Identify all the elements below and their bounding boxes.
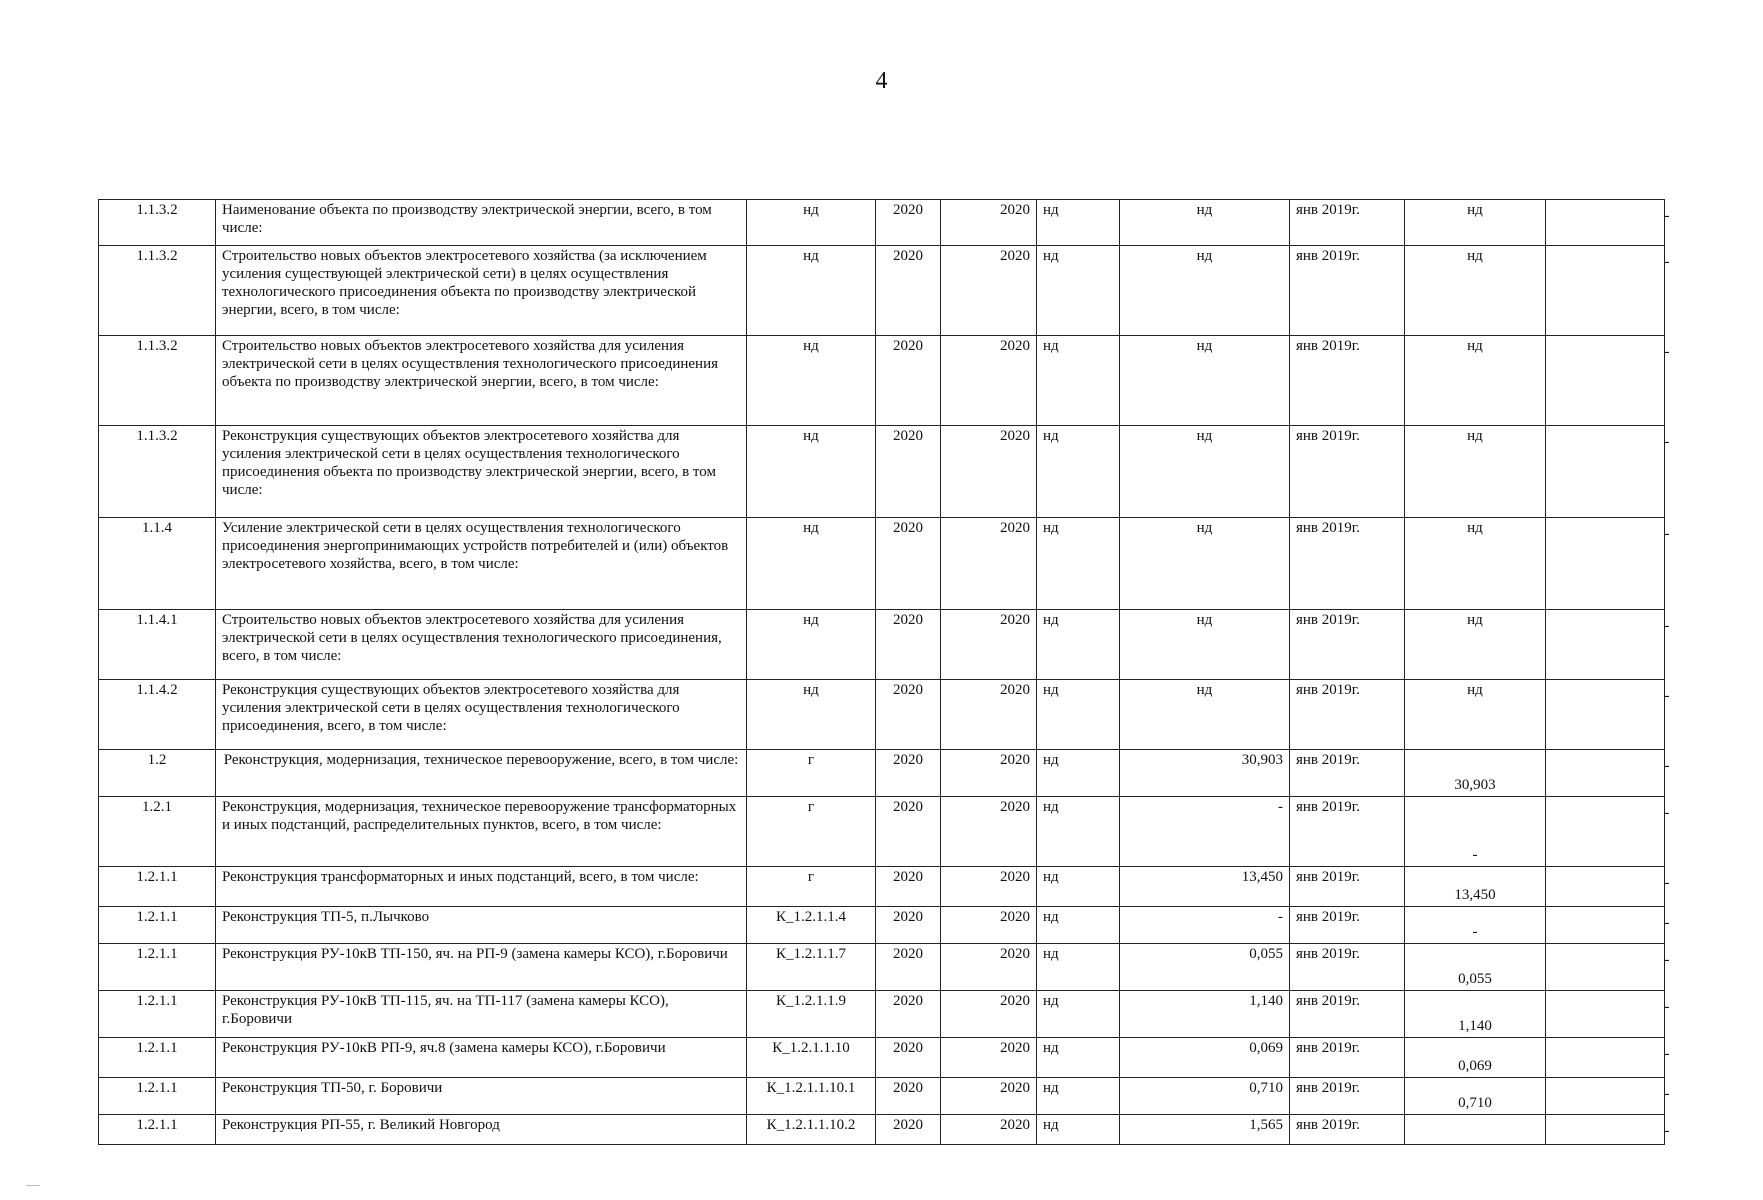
row-name: Реконструкция, модернизация, техническое перевооружение трансформаторных и иных подстанций, распределительных пунктов, всего, в том числе: xyxy=(216,797,747,867)
row-name: Строительство новых объектов электросетевого хозяйства (за исключением усиления существующей электрической сети) в целях осуществления технологического присоединения объекта по производству электрической энергии, всего, в том числе: xyxy=(216,246,747,336)
row-year-end: 2020 xyxy=(941,750,1037,797)
row-status: нд xyxy=(1037,1115,1120,1145)
row-date: янв 2019г. xyxy=(1290,610,1405,680)
row-last xyxy=(1546,610,1670,680)
row-name: Реконструкция РУ-10кВ ТП-115, яч. на ТП-117 (замена камеры КСО), г.Боровичи xyxy=(216,991,747,1038)
row-last-text: - xyxy=(1664,1086,1670,1102)
row-identifier: К_1.2.1.1.4 xyxy=(747,907,876,944)
row-date: янв 2019г. xyxy=(1290,200,1405,246)
row-last-text: - xyxy=(1664,434,1670,450)
row-identifier: нд xyxy=(747,426,876,518)
row-number: 1.2.1.1 xyxy=(99,1115,216,1145)
row-year-end: 2020 xyxy=(941,797,1037,867)
row-number: 1.1.4.1 xyxy=(99,610,216,680)
row-financing: 0,055 xyxy=(1405,944,1546,991)
table-row xyxy=(99,610,1665,680)
row-date: янв 2019г. xyxy=(1290,336,1405,426)
row-year-end: 2020 xyxy=(941,1115,1037,1145)
row-year-start: 2020 xyxy=(876,200,941,246)
row-number: 1.2.1.1 xyxy=(99,1078,216,1115)
table-row xyxy=(99,246,1665,336)
row-number: 1.1.3.2 xyxy=(99,426,216,518)
row-value: нд xyxy=(1120,246,1290,336)
row-date: янв 2019г. xyxy=(1290,907,1405,944)
row-year-end: 2020 xyxy=(941,518,1037,610)
table-row xyxy=(99,797,1665,867)
row-financing: 13,450 xyxy=(1405,867,1546,907)
row-financing: - xyxy=(1405,797,1546,867)
row-identifier: г xyxy=(747,867,876,907)
row-identifier: нд xyxy=(747,336,876,426)
row-financing: нд xyxy=(1405,518,1546,610)
row-year-start: 2020 xyxy=(876,1115,941,1145)
row-name: Реконструкция трансформаторных и иных подстанций, всего, в том числе: xyxy=(216,867,747,907)
row-number: 1.2.1.1 xyxy=(99,1038,216,1078)
row-name: Реконструкция РУ-10кВ РП-9, яч.8 (замена камеры КСО), г.Боровичи xyxy=(216,1038,747,1078)
row-last xyxy=(1546,1078,1670,1115)
row-identifier: К_1.2.1.1.9 xyxy=(747,991,876,1038)
row-year-start: 2020 xyxy=(876,750,941,797)
row-last xyxy=(1546,200,1670,246)
row-last xyxy=(1546,797,1670,867)
row-last-text: - xyxy=(1664,1046,1670,1062)
row-number: 1.2 xyxy=(99,750,216,797)
row-year-end: 2020 xyxy=(941,610,1037,680)
table-row xyxy=(99,867,1665,907)
row-identifier: нд xyxy=(747,518,876,610)
row-last xyxy=(1546,944,1670,991)
row-number: 1.1.3.2 xyxy=(99,246,216,336)
row-last-text: - xyxy=(1664,915,1670,931)
row-status: нд xyxy=(1037,1038,1120,1078)
row-year-end: 2020 xyxy=(941,200,1037,246)
row-date: янв 2019г. xyxy=(1290,867,1405,907)
row-last xyxy=(1546,246,1670,336)
row-status: нд xyxy=(1037,797,1120,867)
row-identifier: К_1.2.1.1.10.2 xyxy=(747,1115,876,1145)
row-date: янв 2019г. xyxy=(1290,518,1405,610)
row-last-text: - xyxy=(1664,344,1670,360)
row-value: 0,069 xyxy=(1120,1038,1290,1078)
row-date: янв 2019г. xyxy=(1290,1078,1405,1115)
row-last-text: - xyxy=(1664,952,1670,968)
row-last xyxy=(1546,336,1670,426)
row-number: 1.2.1.1 xyxy=(99,867,216,907)
row-year-end: 2020 xyxy=(941,991,1037,1038)
row-last xyxy=(1546,518,1670,610)
row-value: - xyxy=(1120,907,1290,944)
row-year-end: 2020 xyxy=(941,246,1037,336)
row-value: нд xyxy=(1120,336,1290,426)
table-row xyxy=(99,944,1665,991)
table-row xyxy=(99,750,1665,797)
row-number: 1.1.4.2 xyxy=(99,680,216,750)
row-last-text: - xyxy=(1664,618,1670,634)
row-last-text: - xyxy=(1664,208,1670,224)
row-year-start: 2020 xyxy=(876,867,941,907)
row-year-start: 2020 xyxy=(876,907,941,944)
row-value: 30,903 xyxy=(1120,750,1290,797)
table-row xyxy=(99,680,1665,750)
row-identifier: К_1.2.1.1.10.1 xyxy=(747,1078,876,1115)
row-name: Строительство новых объектов электросетевого хозяйства для усиления электрической сети в целях осуществления технологического присоединения, всего, в том числе: xyxy=(216,610,747,680)
row-name: Реконструкция, модернизация, техническое перевооружение, всего, в том числе: xyxy=(216,750,747,797)
row-date: янв 2019г. xyxy=(1290,1038,1405,1078)
row-value: нд xyxy=(1120,426,1290,518)
row-number: 1.1.3.2 xyxy=(99,200,216,246)
row-last xyxy=(1546,1115,1670,1145)
row-identifier: нд xyxy=(747,680,876,750)
row-status: нд xyxy=(1037,426,1120,518)
row-financing: нд xyxy=(1405,680,1546,750)
row-identifier: нд xyxy=(747,246,876,336)
row-identifier: г xyxy=(747,797,876,867)
row-status: нд xyxy=(1037,1078,1120,1115)
row-value: нд xyxy=(1120,610,1290,680)
table-row xyxy=(99,200,1665,246)
row-value: 0,055 xyxy=(1120,944,1290,991)
row-identifier: нд xyxy=(747,610,876,680)
row-year-start: 2020 xyxy=(876,797,941,867)
scan-artifact xyxy=(26,1185,40,1186)
table-row xyxy=(99,336,1665,426)
row-year-start: 2020 xyxy=(876,336,941,426)
row-last xyxy=(1546,867,1670,907)
row-status: нд xyxy=(1037,991,1120,1038)
row-financing: 0,069 xyxy=(1405,1038,1546,1078)
table-row xyxy=(99,426,1665,518)
row-year-end: 2020 xyxy=(941,1038,1037,1078)
row-year-start: 2020 xyxy=(876,680,941,750)
row-name: Реконструкция существующих объектов электросетевого хозяйства для усиления электрической сети в целях осуществления технологического присоединения объекта по производству электрической энергии, всего, в том числе: xyxy=(216,426,747,518)
row-number: 1.1.4 xyxy=(99,518,216,610)
row-status: нд xyxy=(1037,200,1120,246)
row-status: нд xyxy=(1037,867,1120,907)
table-row xyxy=(99,1078,1665,1115)
row-year-start: 2020 xyxy=(876,991,941,1038)
row-date: янв 2019г. xyxy=(1290,426,1405,518)
row-year-end: 2020 xyxy=(941,944,1037,991)
row-name: Строительство новых объектов электросетевого хозяйства для усиления электрической сети в целях осуществления технологического присоединения объекта по производству электрической энергии, всего, в том числе: xyxy=(216,336,747,426)
row-last xyxy=(1546,991,1670,1038)
row-year-start: 2020 xyxy=(876,610,941,680)
row-name: Реконструкция существующих объектов электросетевого хозяйства для усиления электрической сети в целях осуществления технологического присоединения, всего, в том числе: xyxy=(216,680,747,750)
row-year-start: 2020 xyxy=(876,246,941,336)
row-financing: нд xyxy=(1405,426,1546,518)
row-financing: нд xyxy=(1405,610,1546,680)
row-financing: 0,710 xyxy=(1405,1078,1546,1115)
row-number: 1.2.1.1 xyxy=(99,991,216,1038)
row-status: нд xyxy=(1037,680,1120,750)
row-date: янв 2019г. xyxy=(1290,680,1405,750)
row-financing: 30,903 xyxy=(1405,750,1546,797)
row-date: янв 2019г. xyxy=(1290,246,1405,336)
row-financing: - xyxy=(1405,907,1546,944)
row-year-start: 2020 xyxy=(876,1078,941,1115)
row-year-end: 2020 xyxy=(941,680,1037,750)
row-name: Реконструкция РП-55, г. Великий Новгород xyxy=(216,1115,747,1145)
row-year-end: 2020 xyxy=(941,426,1037,518)
row-value: 1,565 xyxy=(1120,1115,1290,1145)
row-last-text: - xyxy=(1664,254,1670,270)
row-status: нд xyxy=(1037,610,1120,680)
row-date: янв 2019г. xyxy=(1290,750,1405,797)
row-date: янв 2019г. xyxy=(1290,991,1405,1038)
row-name: Наименование объекта по производству электрической энергии, всего, в том числе: xyxy=(216,200,747,246)
row-last-text: - xyxy=(1664,999,1670,1015)
row-status: нд xyxy=(1037,944,1120,991)
row-name: Реконструкция ТП-5, п.Лычково xyxy=(216,907,747,944)
row-date: янв 2019г. xyxy=(1290,1115,1405,1145)
row-value: 0,710 xyxy=(1120,1078,1290,1115)
row-status: нд xyxy=(1037,336,1120,426)
row-date: янв 2019г. xyxy=(1290,944,1405,991)
table-row xyxy=(99,518,1665,610)
table-row xyxy=(99,1038,1665,1078)
row-financing: нд xyxy=(1405,246,1546,336)
row-financing: нд xyxy=(1405,336,1546,426)
row-last-text: - xyxy=(1664,758,1670,774)
row-year-end: 2020 xyxy=(941,1078,1037,1115)
table-row xyxy=(99,1115,1665,1145)
row-year-start: 2020 xyxy=(876,518,941,610)
row-year-end: 2020 xyxy=(941,867,1037,907)
row-year-end: 2020 xyxy=(941,336,1037,426)
row-value: - xyxy=(1120,797,1290,867)
row-last-text: - xyxy=(1664,875,1670,891)
row-identifier: К_1.2.1.1.10 xyxy=(747,1038,876,1078)
row-value: нд xyxy=(1120,518,1290,610)
row-last-text: - xyxy=(1664,688,1670,704)
row-value: нд xyxy=(1120,680,1290,750)
row-identifier: г xyxy=(747,750,876,797)
row-financing xyxy=(1405,1115,1546,1145)
row-date: янв 2019г. xyxy=(1290,797,1405,867)
row-status: нд xyxy=(1037,907,1120,944)
row-status: нд xyxy=(1037,518,1120,610)
row-year-end: 2020 xyxy=(941,907,1037,944)
row-year-start: 2020 xyxy=(876,426,941,518)
row-financing: нд xyxy=(1405,200,1546,246)
page-number: 4 xyxy=(875,68,888,94)
row-year-start: 2020 xyxy=(876,944,941,991)
row-value: 1,140 xyxy=(1120,991,1290,1038)
row-status: нд xyxy=(1037,750,1120,797)
row-year-start: 2020 xyxy=(876,1038,941,1078)
row-identifier: К_1.2.1.1.7 xyxy=(747,944,876,991)
row-last xyxy=(1546,1038,1670,1078)
row-name: Усиление электрической сети в целях осуществления технологического присоединения энергопринимающих устройств потребителей и (или) объектов электросетевого хозяйства, всего, в том числе: xyxy=(216,518,747,610)
row-last xyxy=(1546,426,1670,518)
row-value: 13,450 xyxy=(1120,867,1290,907)
investment-program-table xyxy=(98,199,1670,1145)
row-number: 1.2.1 xyxy=(99,797,216,867)
row-financing: 1,140 xyxy=(1405,991,1546,1038)
row-value: нд xyxy=(1120,200,1290,246)
row-last-text: - xyxy=(1664,526,1670,542)
row-last xyxy=(1546,907,1670,944)
row-last xyxy=(1546,750,1670,797)
row-last-text: - xyxy=(1664,805,1670,821)
row-identifier: нд xyxy=(747,200,876,246)
table-row xyxy=(99,991,1665,1038)
row-status: нд xyxy=(1037,246,1120,336)
row-last xyxy=(1546,680,1670,750)
row-number: 1.1.3.2 xyxy=(99,336,216,426)
row-number: 1.2.1.1 xyxy=(99,907,216,944)
row-name: Реконструкция ТП-50, г. Боровичи xyxy=(216,1078,747,1115)
row-name: Реконструкция РУ-10кВ ТП-150, яч. на РП-9 (замена камеры КСО), г.Боровичи xyxy=(216,944,747,991)
table-row xyxy=(99,907,1665,944)
row-last-text: - xyxy=(1664,1123,1670,1139)
row-number: 1.2.1.1 xyxy=(99,944,216,991)
